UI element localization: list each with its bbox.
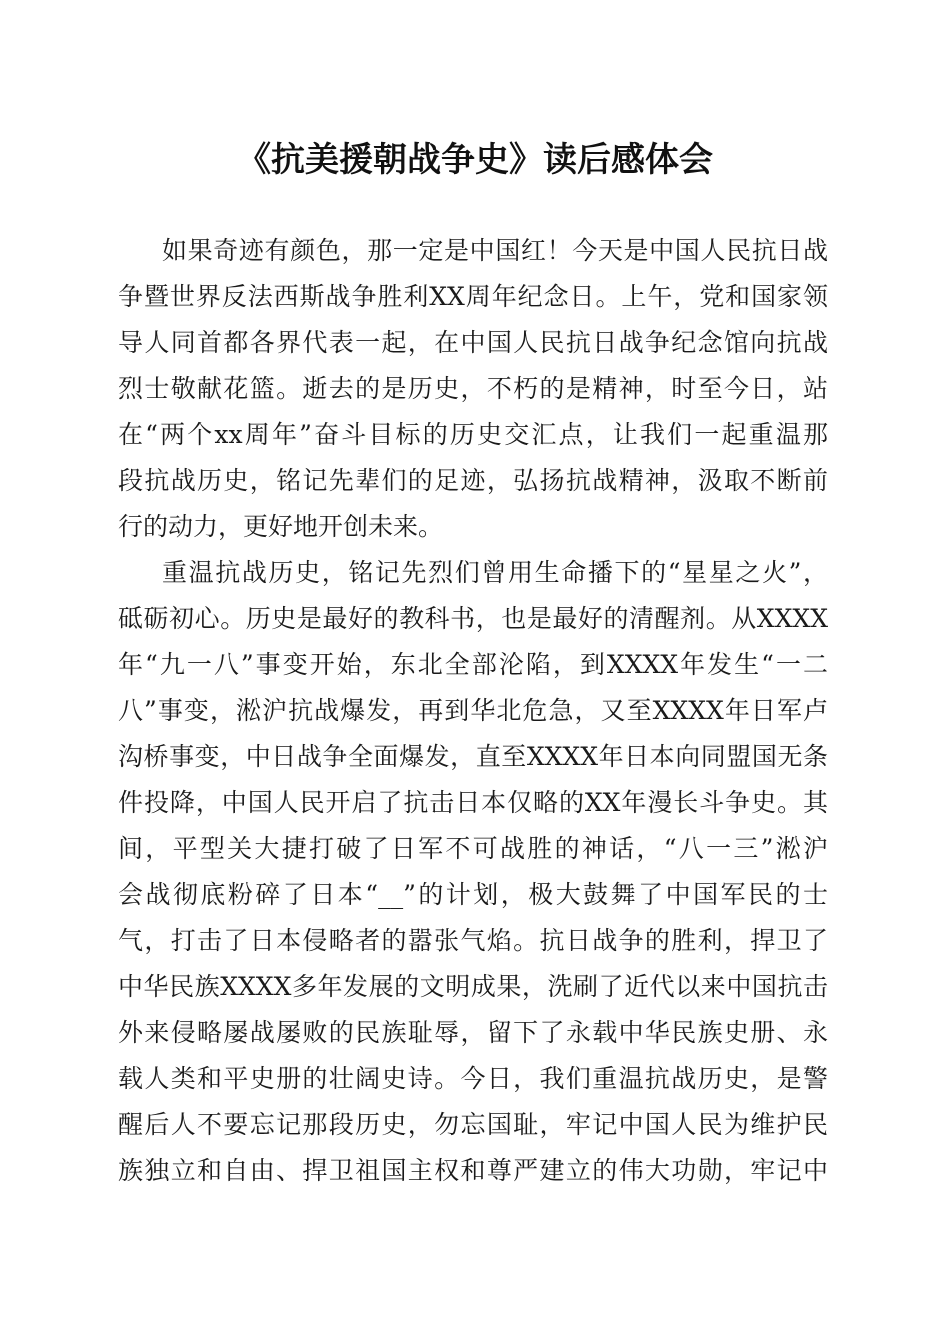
text-line: 砥砺初心。历史是最好的教科书，也是最好的清醒剂。从XXXX: [118, 604, 828, 633]
text-line: 沟桥事变，中日战争全面爆发，直至XXXX年日本向同盟国无条: [118, 742, 828, 771]
text-line: 族独立和自由、捍卫祖国主权和尊严建立的伟大功勋，牢记中: [118, 1156, 828, 1185]
text-line: 醒后人不要忘记那段历史，勿忘国耻，牢记中国人民为维护民: [118, 1110, 828, 1139]
text-line: 在“两个xx周年”奋斗目标的历史交汇点，让我们一起重温那: [118, 420, 828, 449]
text-line: 件投降，中国人民开启了抗击日本仅略的XX年漫长斗争史。其: [118, 788, 828, 817]
text-line: 年“九一八”事变开始，东北全部沦陷，到XXXX年发生“一二: [118, 650, 828, 679]
text-line: 段抗战历史，铭记先辈们的足迹，弘扬抗战精神，汲取不断前: [118, 466, 828, 495]
text-line: 间，平型关大捷打破了日军不可战胜的神话，“八一三”淞沪: [118, 834, 828, 863]
text-line: 中华民族XXXX多年发展的文明成果，洗刷了近代以来中国抗击: [118, 972, 828, 1001]
text-line: 重温抗战历史，铭记先烈们曾用生命播下的“星星之火”，: [162, 558, 828, 587]
text-line: 外来侵略屡战屡败的民族耻辱，留下了永载中华民族史册、永: [118, 1018, 828, 1047]
paragraph-1: [118, 228, 828, 550]
text-line: 如果奇迹有颜色，那一定是中国红！今天是中国人民抗日战: [162, 236, 828, 265]
paragraph-2: [118, 550, 828, 1194]
text-line: 烈士敬献花篮。逝去的是历史，不朽的是精神，时至今日，站: [118, 374, 828, 403]
text-line: 争暨世界反法西斯战争胜利XX周年纪念日。上午，党和国家领: [118, 282, 828, 311]
text-line: 气，打击了日本侵略者的嚣张气焰。抗日战争的胜利，捍卫了: [118, 926, 828, 955]
text-line: 导人同首都各界代表一起，在中国人民抗日战争纪念馆向抗战: [118, 328, 828, 357]
text-line: 八”事变，淞沪抗战爆发，再到华北危急，又至XXXX年日军卢: [118, 696, 828, 725]
document-body: [118, 228, 828, 1194]
text-line: 载人类和平史册的壮阔史诗。今日，我们重温抗战历史，是警: [118, 1064, 828, 1093]
text-line: 会战彻底粉碎了日本“__”的计划，极大鼓舞了中国军民的士: [118, 880, 828, 909]
document-title: 《抗美援朝战争史》读后感体会: [237, 140, 713, 180]
text-line: 行的动力，更好地开创未来。: [118, 512, 444, 541]
